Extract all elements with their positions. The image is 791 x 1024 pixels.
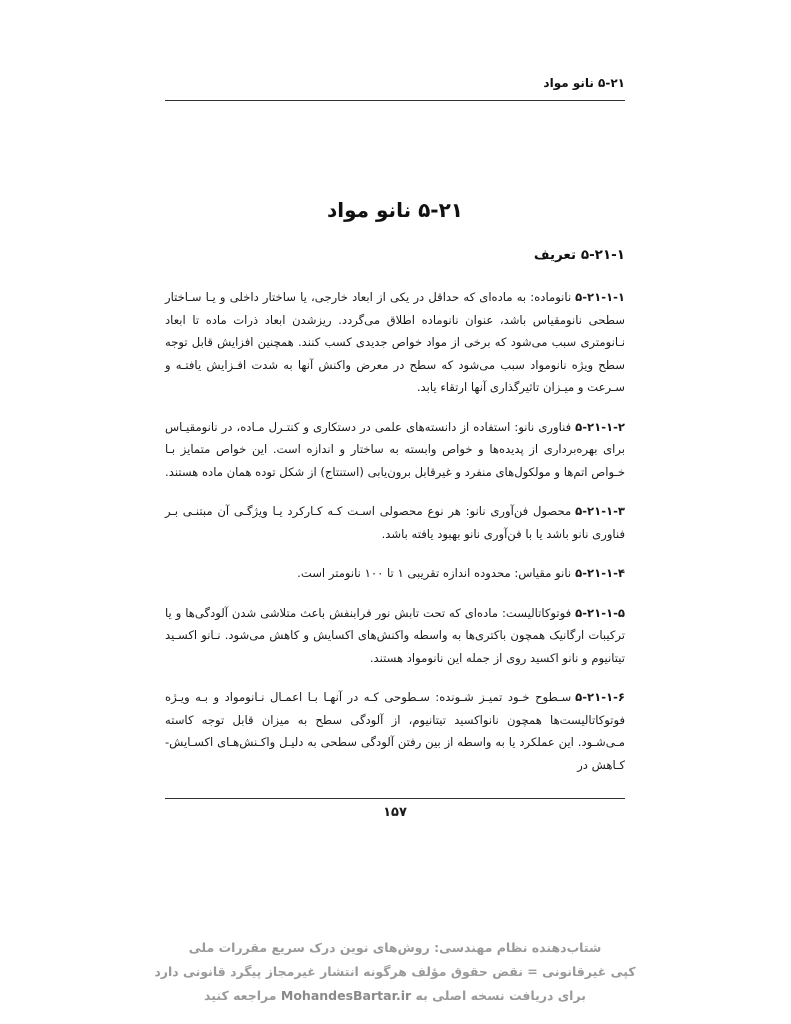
paragraph-text: فوتوکاتالیست: ماده‌ای که تحت تابش نور فرابنفش باعث متلاشی شدن آلودگی‌ها و یا ترکیبات ارگانیک همچون باکتری‌ها به واسطه واکنش‌های اکسایش و کاهش می‌شود. نـانو اکسـید تیتانیوم و نانو اکسید روی از جمله این نانومواد هستند. bbox=[165, 605, 625, 665]
paragraph-number: ۵-۲۱-۱-۲ bbox=[575, 419, 625, 434]
paragraph bbox=[165, 562, 625, 585]
chapter-title: ۵-۲۱ نانو مواد bbox=[327, 198, 463, 222]
paragraph-text: محصول فن‌آوری نانو: هر نوع محصولی اسـت کـه کـارکرد یـا ویژگـی آن مبتنـی بـر فناوری نانو باشد یا با فن‌آوری نانو بهبود یافته باشد. bbox=[165, 504, 625, 541]
watermark-line: کپی غیرقانونی = نقض حقوق مؤلف هرگونه انتشار غیرمجاز پیگرد قانونی دارد bbox=[154, 964, 636, 979]
body-text bbox=[165, 286, 625, 793]
watermark bbox=[130, 936, 660, 1008]
page-number: ۱۵۷ bbox=[383, 805, 407, 820]
watermark-site: MohandesBartar.ir bbox=[280, 988, 412, 1003]
running-header: ۵-۲۱ نانو مواد bbox=[543, 76, 625, 90]
paragraph-number: ۵-۲۱-۱-۱ bbox=[575, 290, 625, 304]
watermark-line bbox=[130, 984, 660, 1008]
paragraph-number: ۵-۲۱-۱-۵ bbox=[575, 605, 625, 620]
watermark-line: شتاب‌دهنده نظام مهندسی: روش‌های نوین درک سریع مقررات ملی bbox=[188, 940, 602, 955]
watermark-text: مراجعه کنید bbox=[204, 988, 277, 1003]
footer-divider bbox=[165, 798, 625, 799]
paragraph-number: ۵-۲۱-۱-۶ bbox=[575, 690, 625, 704]
paragraph-number: ۵-۲۱-۱-۳ bbox=[575, 504, 625, 518]
paragraph bbox=[165, 416, 625, 484]
paragraph bbox=[165, 602, 625, 670]
watermark-text: برای دریافت نسخه اصلی به bbox=[415, 988, 586, 1003]
paragraph bbox=[165, 286, 625, 399]
paragraph-text: سـطوح خـود تمیـز شـونده: سـطوحی کـه در آنهـا بـا اعمـال نـانومواد و بـه ویـژه فوتوکاتالیست‌ها همچون نانواکسید تیتانیوم، از آلودگی سطح به میزان قابل توجه کاسته مـی‌شـود. این عملکرد یا به واسطه از بین رفتن آلودگی سطحی به دلیـل واکـنش‌هـای اکسـایش-کـاهش در bbox=[165, 690, 625, 772]
paragraph-number: ۵-۲۱-۱-۴ bbox=[575, 566, 625, 580]
paragraph-text: فناوری نانو: استفاده از دانسته‌های علمی در دستکاری و کنتـرل مـاده، در نانومقیـاس برای بهره‌برداری از پدیده‌ها و خواص وابسته به ساختار و اندازه است. این خواص متمایز بـا خـواص اتم‌ها و مولکول‌های منفرد و غیرقابل برون‌یابی (استنتاج) از شکل توده همان ماده هستند. bbox=[165, 419, 625, 479]
paragraph bbox=[165, 500, 625, 545]
paragraph-text: نانوماده: به ماده‌ای که حداقل در یکی از ابعاد خارجی، یا ساختار داخلی و یـا سـاختار سطحی نانومقیاس باشد، عنوان نانوماده اطلاق می‌گردد. ریزشدن ابعاد ذرات ماده تا ابعاد نـانومتری سبب می‌شود که برخی از مواد خواص جدیدی کسب کنند. همچنین افزایش قابل توجه سطح ویژه نانومواد سبب می‌شود که سطح در معرض واکنش آنها به شدت افـزایش یافتـه و سـرعت و میـزان تاثیرگذاری آنها ارتقاء یابد. bbox=[165, 290, 625, 394]
section-title: ۵-۲۱-۱ تعریف bbox=[533, 247, 625, 263]
paragraph-text: نانو مقیاس: محدوده اندازه تقریبی ۱ تا ۱۰۰ نانومتر است. bbox=[297, 566, 572, 580]
paragraph bbox=[165, 686, 625, 776]
header-divider bbox=[165, 100, 625, 101]
